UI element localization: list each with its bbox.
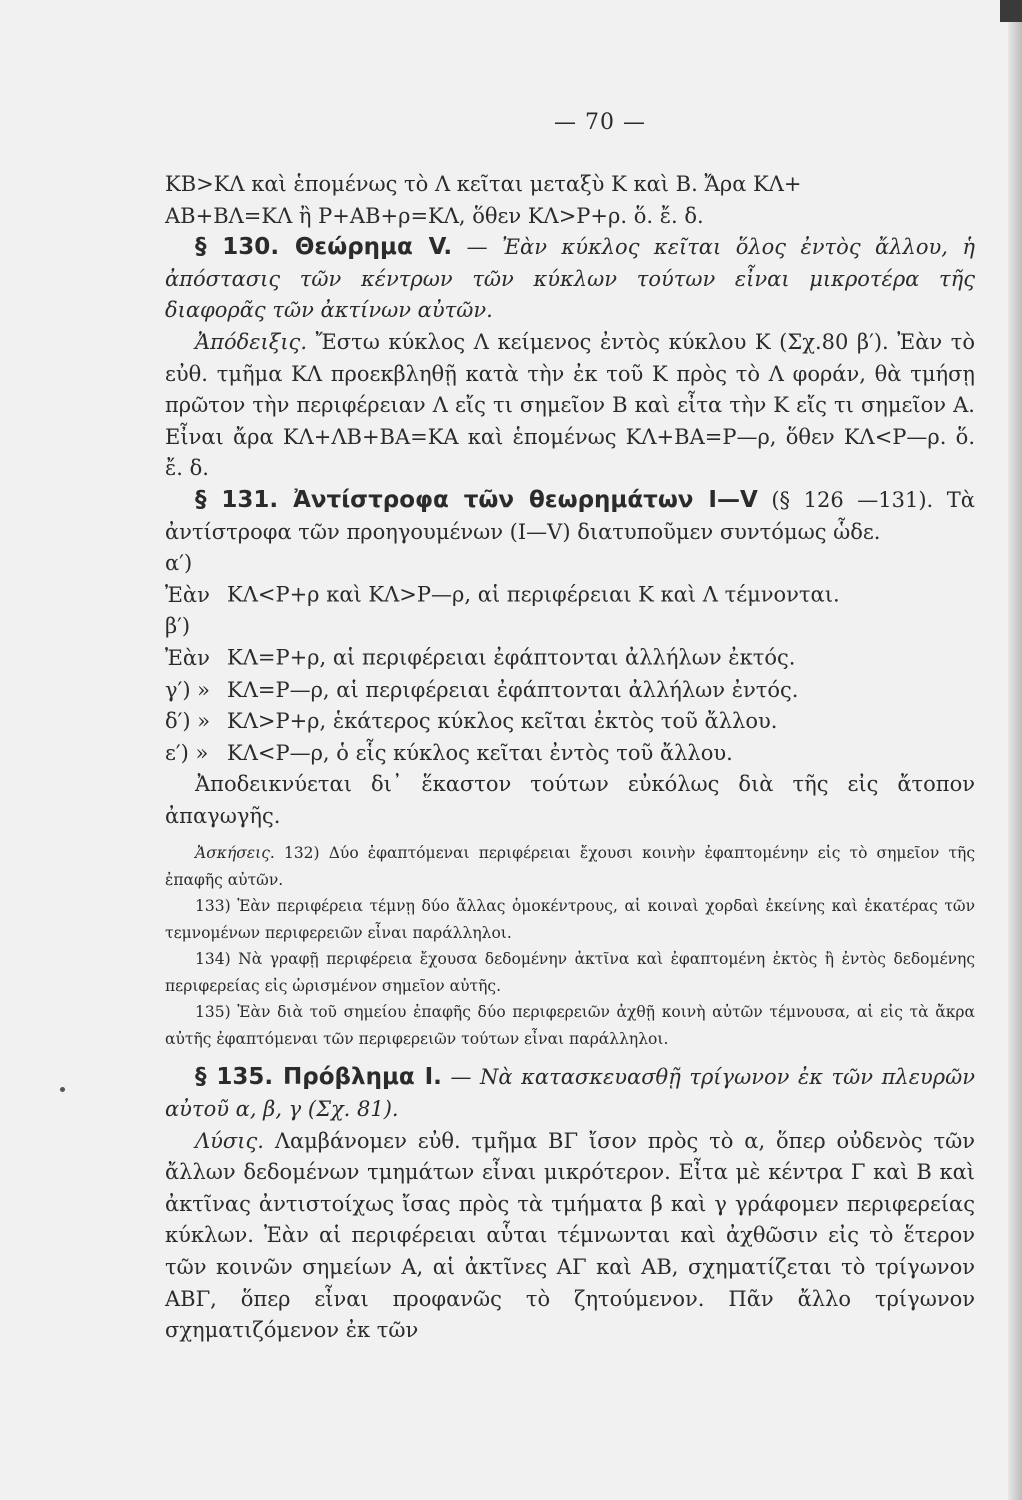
solution-label: Λύσις. <box>195 1128 264 1153</box>
case-d-mark: δ′) » <box>165 709 211 734</box>
exercise-135: 135) Ἐὰν διὰ τοῦ σημείου ἐπαφῆς δύο περιφερειῶν ἀχθῇ κοινὴ αὐτῶν τέμνουσα, αἱ εἰς τὰ ἄκρα αὐτῆς ἐφαπτόμεναι τῶν περιφερειῶν τούτων εἶναι παράλληλοι. <box>165 1003 975 1048</box>
page-number: — 70 — <box>554 110 646 135</box>
case-c-text: ΚΛ=Ρ—ρ, αἱ περιφέρειαι ἐφάπτονται ἀλλήλων ἐντός. <box>227 677 799 702</box>
exercise-132-text: 132) Δύο ἐφαπτόμεναι περιφέρειαι ἔχουσι κοινὴν ἐφαπτομένην εἰς τὸ σημεῖον τῆς ἐπαφῆς αὐτῶν. <box>165 844 976 889</box>
page-content <box>165 110 975 1347</box>
proof-text: Ἔστω κύκλος Λ κείμενος ἐντὸς κύκλου Κ (Σχ.80 β′). Ἐὰν τὸ εὐθ. τμῆμα ΚΛ προεκβληθῇ κατὰ τὴν ἐκ τοῦ Κ πρὸς τὸ Λ φοράν, θὰ τμήσῃ πρῶτον τὴν περιφέρειαν Λ εἴς τι σημεῖον Β καὶ εἶτα τὴν Κ εἴς τι σημεῖον Α. Εἶναι ἄρα ΚΛ+ΛΒ+ΒΑ=ΚΑ καὶ ἑπομένως ΚΛ+ΒΑ=Ρ—ρ, ὅθεν ΚΛ<Ρ—ρ. ὅ. ἔ. δ. <box>165 329 975 481</box>
case-e <box>165 738 975 770</box>
proof-label: Ἀπόδειξις. <box>195 329 307 354</box>
exercises <box>165 840 975 1052</box>
solution-text: Λαμβάνομεν εὐθ. τμῆμα ΒΓ ἴσον πρὸς τὸ α, ὅπερ οὐδενὸς τῶν ἄλλων δεδομένων τμημάτων εἶναι μικρότερον. Εἶτα μὲ κέντρα Γ καὶ Β καὶ ἀκτῖνας ἀντιστοίχως ἴσας πρὸς τὰ τμήματα β καὶ γ γράφομεν περιφερείας κύκλων. Ἐὰν αἱ περιφέρειαι αὗται τέμνωνται καὶ ἀχθῶσιν εἰς τὸ ἕτερον τῶν κοινῶν σημείων Α, αἱ ἀκτῖνες ΑΓ καὶ ΑΒ, σχηματίζεται τὸ τρίγωνον ΑΒΓ, ὅπερ εἶναι προφανῶς τὸ ζητούμενον. Πᾶν ἄλλο τρίγωνον σχηματιζόμενον ἐκ τῶν <box>165 1128 976 1343</box>
page-edge <box>1008 0 1022 1500</box>
page-corner-shadow <box>1000 0 1022 22</box>
problem-1-heading: § 135. Πρόβλημα I. <box>195 1064 442 1091</box>
case-a-mark: α′) Ἐὰν <box>165 551 210 607</box>
case-c <box>165 675 975 707</box>
case-a-text: ΚΛ<Ρ+ρ καὶ ΚΛ>Ρ—ρ, αἱ περιφέρειαι Κ καὶ Λ τέμνονται. <box>227 582 840 607</box>
problem-1-statement: — Νὰ κατασκευασθῇ τρίγωνον ἐκ τῶν πλευρῶν αὐτοῦ α, β, γ (Σχ. 81). <box>165 1065 976 1122</box>
case-e-text: ΚΛ<Ρ—ρ, ὁ εἷς κύκλος κεῖται ἐντὸς τοῦ ἄλλου. <box>227 740 733 765</box>
exercise-132 <box>165 840 975 893</box>
exercise-134: 134) Νὰ γραφῇ περιφέρεια ἔχουσα δεδομένην ἀκτῖνα καὶ ἐφαπτομένη ἐκτὸς ἢ ἐντὸς δεδομένης περιφερείας εἰς ὡρισμένον σημεῖον αὐτῆς. <box>165 950 975 995</box>
theorem-5 <box>165 232 975 327</box>
converse-heading: § 131. Ἀντίστροφα τῶν θεωρημάτων I—V <box>195 486 758 513</box>
case-d <box>165 706 975 738</box>
exercises-label: Ἀσκήσεις. <box>195 844 275 863</box>
converse-paragraph <box>165 485 975 548</box>
case-d-text: ΚΛ>Ρ+ρ, ἑκάτερος κύκλος κεῖται ἐκτὸς τοῦ ἄλλου. <box>227 709 778 734</box>
problem-1 <box>165 1062 975 1125</box>
theorem-5-statement: — Ἐὰν κύκλος κεῖται ὅλος ἐντὸς ἄλλου, ἡ ἀπόστασις τῶν κέντρων τῶν κύκλων τούτων εἶναι μικροτέρα τῆς διαφορᾶς τῶν ἀκτίνων αὐτῶν. <box>165 235 975 323</box>
margin-dot <box>60 1087 65 1092</box>
case-e-mark: ε′) » <box>165 740 209 765</box>
solution-paragraph <box>165 1126 975 1347</box>
proof-note: Ἀποδεικνύεται δι᾽ ἕκαστον τούτων εὐκόλως διὰ τῆς εἰς ἄτοπον ἀπαγωγῆς. <box>165 772 975 828</box>
case-b-mark: β′) Ἐὰν <box>165 614 210 670</box>
case-c-mark: γ′) » <box>165 677 211 702</box>
exercise-133: 133) Ἐὰν περιφέρεια τέμνῃ δύο ἄλλας ὁμοκέντρους, αἱ κοιναὶ χορδαὶ ἐκείνης καὶ ἑκατέρας τῶν τεμνομένων περιφερειῶν εἶναι παράλληλοι. <box>165 897 975 942</box>
case-a <box>165 548 975 611</box>
case-b <box>165 611 975 674</box>
case-b-text: ΚΛ=Ρ+ρ, αἱ περιφέρειαι ἐφάπτονται ἀλλήλων ἐκτός. <box>227 645 796 670</box>
converse-text: (§ 126 —131). Τὰ ἀντίστροφα τῶν προηγουμένων (I—V) διατυποῦμεν συντόμως ὧδε. <box>165 487 975 544</box>
theorem-5-heading: § 130. Θεώρημα V. <box>195 234 453 261</box>
proof-paragraph <box>165 327 975 485</box>
paragraph-intro: ΚΒ>ΚΛ καὶ ἑπομένως τὸ Λ κεῖται μεταξὺ Κ καὶ Β. Ἄρα ΚΛ+ ΑΒ+ΒΛ=ΚΛ ἢ Ρ+ΑΒ+ρ=ΚΛ, ὅθεν ΚΛ>Ρ+ρ. ὅ. ἔ. δ. <box>165 172 802 228</box>
